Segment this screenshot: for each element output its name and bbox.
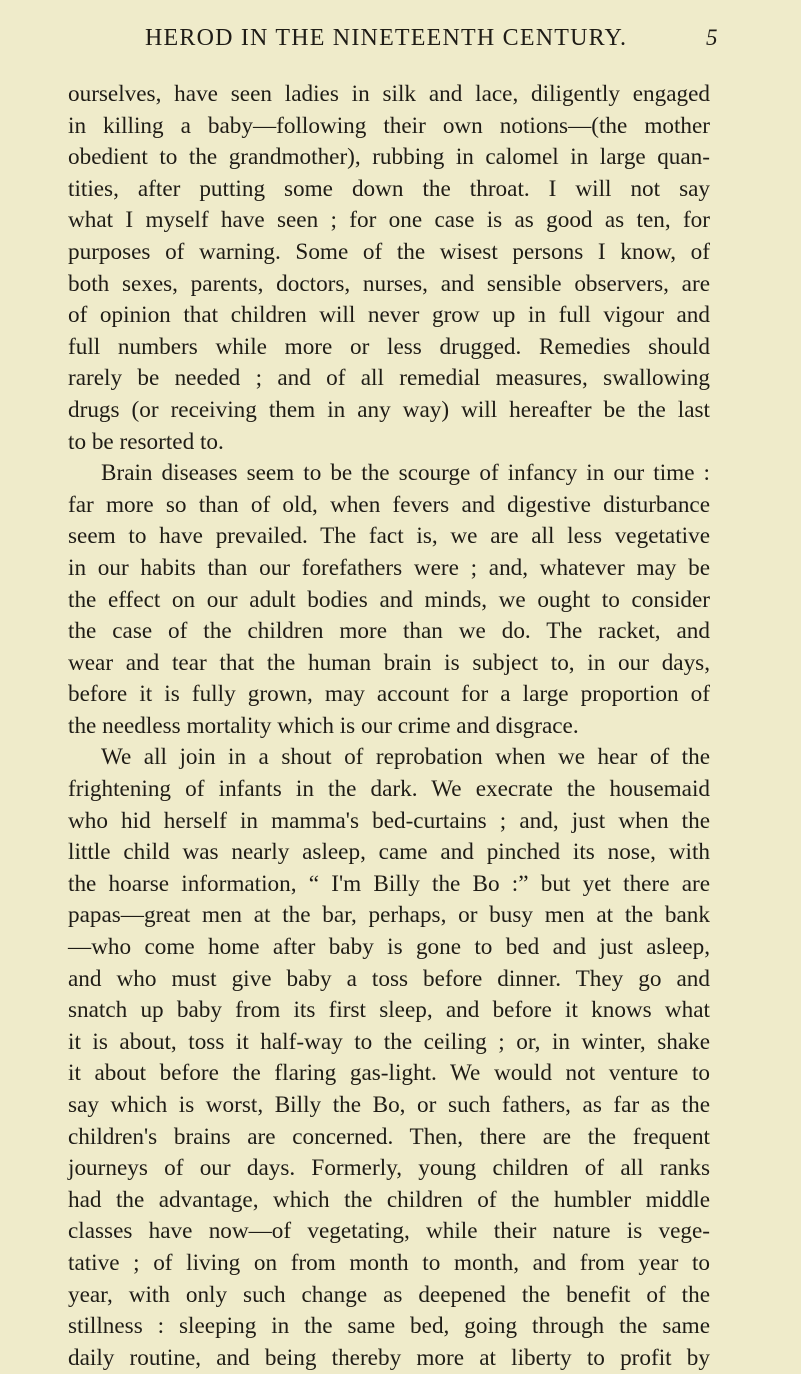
text-line: both sexes, parents, doctors, nurses, and sensible observers, are: [68, 270, 710, 297]
text-line: say which is worst, Billy the Bo, or such fathers, as far as the: [68, 1092, 710, 1118]
text-line: tities, after putting some down the throat. I will not say: [68, 175, 710, 202]
text-line: stillness : sleeping in the same bed, going through the same: [68, 1313, 710, 1340]
text-line: it about before the flaring gas-light. We would not venture to: [68, 1060, 710, 1087]
text-line: journeys of our days. Formerly, young children of all ranks: [68, 1155, 710, 1182]
text-line: it is about, toss it half-way to the ceiling ; or, in winter, shake: [68, 1028, 710, 1055]
paragraph: [68, 79, 710, 458]
text-line: the needless mortality which is our crime and disgrace.: [68, 712, 579, 739]
text-line: in our habits than our forefathers were ; and, whatever may be: [68, 554, 710, 581]
text-line: the hoarse information, “ I'm Billy the Bo :” but yet there are: [68, 870, 710, 897]
text-line: frightening of infants in the dark. We execrate the housemaid: [68, 776, 710, 803]
text-line: seem to have prevailed. The fact is, we are all less vegetative: [68, 523, 710, 550]
text-line: snatch up baby from its first sleep, and before it knows what: [68, 997, 710, 1024]
text-line: full numbers while more or less drugged. Remedies should: [68, 333, 710, 360]
text-line: in killing a baby—following their own notions—(the mother: [68, 112, 710, 139]
running-title: HEROD IN THE NINETEENTH CENTURY.: [145, 25, 628, 51]
page-number: 5: [706, 25, 718, 50]
text-line: who hid herself in mamma's bed-curtains ; and, just when the: [68, 807, 710, 834]
text-line: rarely be needed ; and of all remedial measures, swallowing: [68, 365, 710, 392]
text-line: obedient to the grandmother), rubbing in calomel in large quan-: [68, 144, 710, 171]
paragraph: [68, 458, 710, 742]
text-line: classes have now—of vegetating, while their nature is vege-: [68, 1218, 710, 1245]
text-line: before it is fully grown, may account for a large proportion of: [68, 681, 710, 708]
text-line: papas—great men at the bar, perhaps, or busy men at the bank: [68, 902, 710, 929]
text-line: —who come home after baby is gone to bed and just asleep,: [68, 934, 710, 961]
text-line: of opinion that children will never grow up in full vigour and: [68, 302, 710, 329]
text-line: had the advantage, which the children of the humbler middle: [68, 1186, 710, 1213]
paragraph: [68, 742, 710, 1374]
text-line: year, with only such change as deepened the benefit of the: [68, 1281, 710, 1308]
text-line: far more so than of old, when fevers and digestive disturbance: [68, 491, 710, 518]
text-line: daily routine, and being thereby more at liberty to profit by: [68, 1344, 710, 1371]
text-line: to be resorted to.: [68, 428, 224, 455]
text-line: what I myself have seen ; for one case is as good as ten, for: [68, 207, 710, 234]
text-line: Brain diseases seem to be the scourge of infancy in our time :: [101, 460, 710, 487]
text-line: the effect on our adult bodies and minds, we ought to consider: [68, 586, 710, 613]
text-line: little child was nearly asleep, came and pinched its nose, with: [68, 839, 710, 866]
text-line: ourselves, have seen ladies in silk and lace, diligently engaged: [68, 81, 710, 107]
text-line: children's brains are concerned. Then, there are the frequent: [68, 1123, 710, 1150]
text-line: drugs (or receiving them in any way) will hereafter be the last: [68, 396, 710, 423]
text-line: and who must give baby a toss before dinner. They go and: [68, 965, 710, 992]
body-text: [68, 79, 710, 1374]
text-line: purposes of warning. Some of the wisest persons I know, of: [68, 238, 710, 265]
text-line: tative ; of living on from month to month, and from year to: [68, 1249, 710, 1276]
running-head: [0, 25, 801, 59]
text-line: wear and tear that the human brain is subject to, in our days,: [68, 649, 710, 676]
text-line: We all join in a shout of reprobation when we hear of the: [101, 744, 710, 771]
text-line: the case of the children more than we do. The racket, and: [68, 618, 710, 645]
